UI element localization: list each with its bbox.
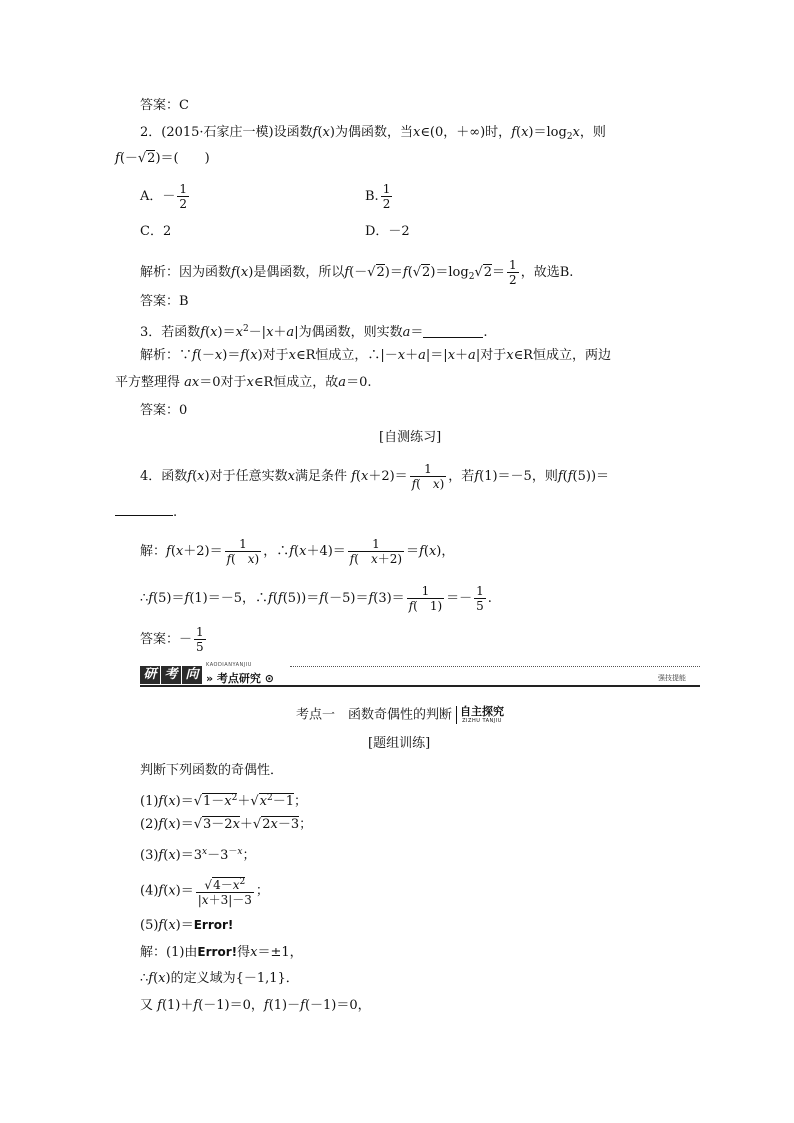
question-3-analysis-line-2: 平方整理得 ax＝0对于x∈R恒成立，故a＝0.	[115, 375, 372, 390]
solution-line-1: 解：(1)由Error!得x＝±1，	[140, 945, 303, 960]
judge-intro: 判断下列函数的奇偶性．	[140, 763, 284, 778]
option-c: C．2	[140, 224, 172, 239]
question-2-line-1: 2．(2015·石家庄一模)设函数f(x)为偶函数，当x∈(0，＋∞)时，$f(x)=\log_2x$，则	[140, 125, 606, 142]
question-2-line-2: f(－√2)＝( )	[115, 151, 210, 166]
solution-line-2: ∴f(x)的定义域为{－1,1}．	[140, 971, 299, 986]
item-3: $(3)f(x)=3^x-3^{-x}$；	[140, 847, 256, 863]
topic-heading: 考点一 函数奇偶性的判断 自主探究 ZIZHU TANJIU	[296, 705, 505, 724]
banner-dotted-rule	[290, 666, 700, 667]
item-1: $(1)f(x)=√1-x^2+√x^2-1$；	[140, 793, 308, 809]
section-self-test: [自测练习]	[379, 430, 442, 445]
item-2: (2)f(x)＝√3－2x＋√2x－3；	[140, 817, 313, 832]
item-5: (5)f(x)＝Error!	[140, 918, 234, 933]
question-4-line-2: .	[115, 503, 177, 521]
section-banner	[140, 664, 700, 686]
question-2-analysis: 解析：因为函数f(x)是偶函数，所以$f(-√2)=f(√2)=\log_2√2=$ $\frac{1}{2}$ ，故选B.	[140, 258, 574, 287]
option-b: B. $\frac{1}{2}$	[365, 182, 391, 211]
question-3-analysis-line-1: 解析：∵f(－x)＝f(x)对于x∈R恒成立，∴|－x＋a|＝|x＋a|对于x∈R恒成立，两边	[140, 348, 611, 363]
option-d: D．－2	[365, 224, 410, 239]
item-4: (4)f(x)＝ $\frac{√4-x^2}{|x+3|-3}$ ；	[140, 877, 269, 907]
solution-line-3: 又 f(1)＋f(－1)＝0，f(1)－f(－1)＝0，	[140, 998, 371, 1013]
banner-right-label: 强技提能	[658, 674, 686, 682]
question-4-line-1: 4．函数f(x)对于任意实数x满足条件 f(x＋2)＝ $\frac{1}{f( x)}$ ，若f(1)＝－5，则f(f(5))＝	[140, 462, 610, 491]
answer-1: 答案：C	[140, 98, 189, 113]
solution-4-line-2: ∴f(5)＝f(1)＝－5，∴f(f(5))＝f(－5)＝f(3)＝ $\frac{1}{f( 1)}$ ＝－ $\frac{1}{5}$ .	[140, 584, 492, 613]
topic-tag: 自主探究 ZIZHU TANJIU	[456, 706, 504, 724]
banner-tiles	[140, 666, 203, 684]
banner-tile: 研	[140, 666, 160, 684]
banner-title: » 考点研究 ⊙	[206, 672, 274, 685]
option-a: A．－ $\frac{1}{2}$	[140, 182, 188, 211]
question-3: 3．若函数$f(x)=x^2-|x+a|$为偶函数，则实数a＝ .	[140, 324, 488, 340]
answer-3: 答案：0	[140, 403, 188, 418]
answer-4: 答案：－ $\frac{1}{5}$	[140, 625, 204, 654]
solution-4-line-1: 解：f(x＋2)＝ $\frac{1}{f( x)}$ ，∴f(x＋4)＝ $\frac{1}{f( x+2)}$ ＝f(x)，	[140, 537, 455, 566]
banner-rule	[140, 685, 700, 687]
banner-pinyin: KAODIANYANJIU	[206, 662, 252, 668]
banner-tile: 向	[182, 666, 202, 684]
group-training-label: [题组训练]	[368, 736, 431, 751]
answer-2: 答案：B	[140, 294, 189, 309]
banner-tile: 考	[161, 666, 181, 684]
